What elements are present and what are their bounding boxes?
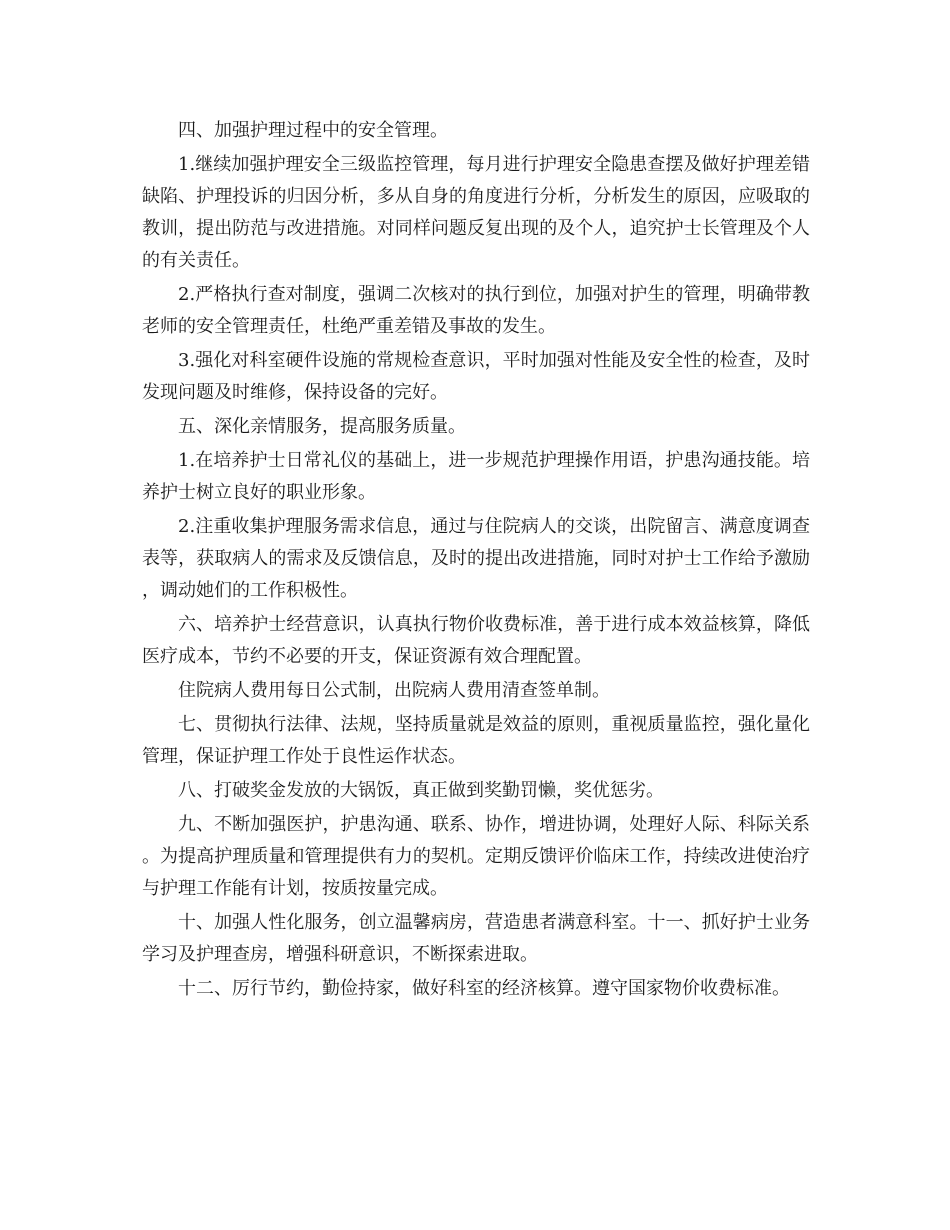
paragraph-section-6: 六、培养护士经营意识，认真执行物价收费标准，善于进行成本效益核算，降低医疗成本，节约不必要的开支，保证资源有效合理配置。 (142, 614, 810, 667)
paragraph-section-8: 八、打破奖金发放的大锅饭，真正做到奖勤罚懒，奖优惩劣。 (178, 780, 664, 801)
paragraph-section-12: 十二、厉行节约，勤俭持家，做好科室的经济核算。遵守国家物价收费标准。 (178, 978, 790, 999)
paragraph-4-1: 1.继续加强护理安全三级监控管理，每月进行护理安全隐患查摆及做好护理差错缺陷、护理投诉的归因分析，多从自身的角度进行分析，分析发生的原因，应吸取的教训，提出防范与改进措施。对同样问题反复出现的及个人，追究护士长管理及个人的有关责任。 (142, 154, 810, 271)
paragraph-section-9: 九、不断加强医护，护患沟通、联系、协作，增进协调，处理好人际、科际关系。为提高护理质量和管理提供有力的契机。定期反馈评价临床工作，持续改进使治疗与护理工作能有计划，按质按量完成。 (142, 814, 810, 899)
paragraph-4-2: 2.严格执行查对制度，强调二次核对的执行到位，加强对护生的管理，明确带教老师的安全管理责任，杜绝严重差错及事故的发生。 (142, 284, 810, 337)
paragraph-billing: 住院病人费用每日公式制，出院病人费用清查签单制。 (178, 680, 610, 701)
document-body (142, 115, 810, 1007)
paragraph-section-5-heading: 五、深化亲情服务，提高服务质量。 (178, 416, 466, 437)
paragraph-4-3: 3.强化对科室硬件设施的常规检查意识，平时加强对性能及安全性的检查，及时发现问题及时维修，保持设备的完好。 (142, 350, 810, 403)
paragraph-5-1: 1.在培养护士日常礼仪的基础上，进一步规范护理操作用语，护患沟通技能。培养护士树立良好的职业形象。 (142, 450, 810, 503)
paragraph-5-2: 2.注重收集护理服务需求信息，通过与住院病人的交谈，出院留言、满意度调查表等，获取病人的需求及反馈信息，及时的提出改进措施，同时对护士工作给予激励，调动她们的工作积极性。 (142, 516, 810, 601)
paragraph-section-4-heading: 四、加强护理过程中的安全管理。 (178, 120, 448, 141)
paragraph-section-10-11: 十、加强人性化服务，创立温馨病房，营造患者满意科室。十一、抓好护士业务学习及护理查房，增强科研意识，不断探索进取。 (142, 912, 810, 965)
paragraph-section-7: 七、贯彻执行法律、法规，坚持质量就是效益的原则，重视质量监控，强化量化管理，保证护理工作处于良性运作状态。 (142, 714, 810, 767)
